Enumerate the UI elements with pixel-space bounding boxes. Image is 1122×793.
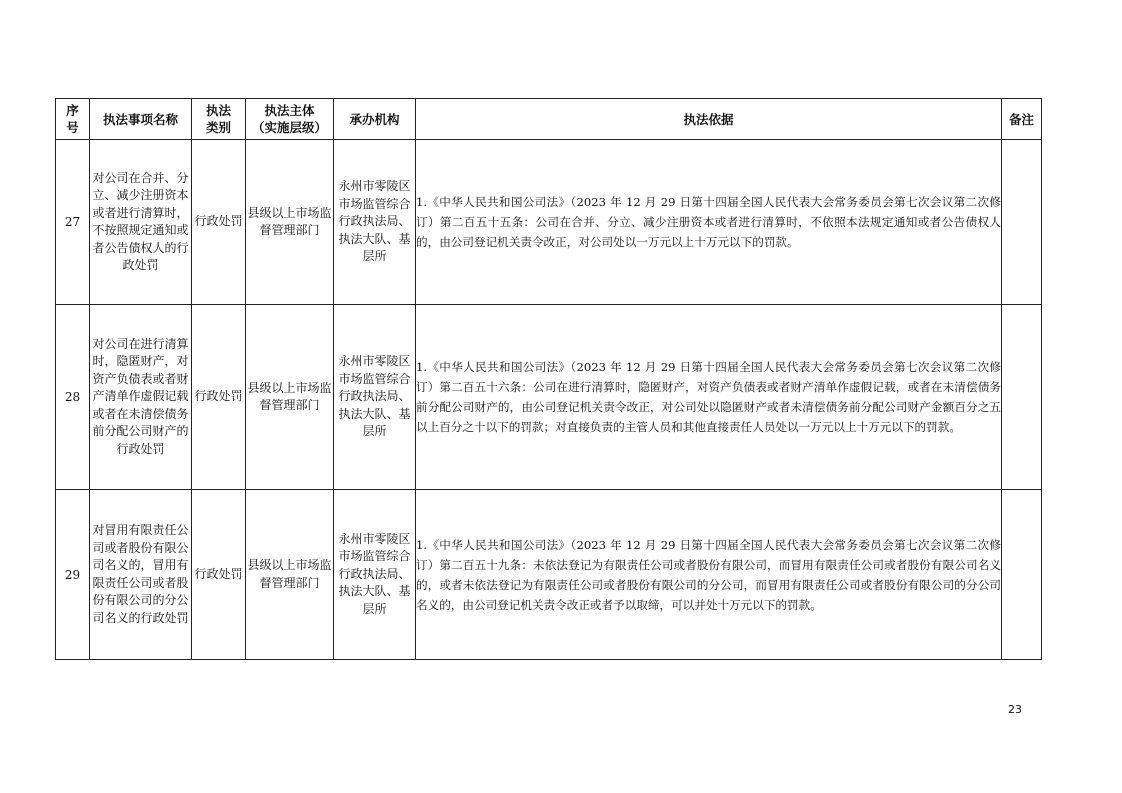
header-agency: 承办机构 [334,99,416,140]
row-seq: 28 [56,305,90,490]
header-seq-line-1: 序 [66,103,79,118]
row-seq: 29 [56,490,90,660]
row-category: 行政处罚 [192,140,246,305]
row-name: 对公司在合并、分立、减少注册资本或者进行清算时，不按照规定通知或者公告债权人的行政处罚 [90,140,192,305]
row-subject: 县级以上市场监督管理部门 [246,305,334,490]
header-category-line-1: 执法 [205,103,231,118]
row-category: 行政处罚 [192,490,246,660]
header-subject-line-1: 执法主体 [264,103,315,118]
row-basis: 1.《中华人民共和国公司法》（2023 年 12 月 29 日第十四届全国人民代表大会常务委员会第七次会议第二次修订）第二百五十九条：未依法登记为有限责任公司或者股份有限公司，而冒用有限责任公司或者股份有限公司名义的，或者未依法登记为有限责任公司或者股份有限公司的分公司，而冒用有限责任公司或者股份有限公司的分公司名义的，由公司登记机关责令改正或者予以取缔，可以并处十万元以下的罚款。 [416,490,1002,660]
row-remarks [1002,305,1042,490]
enforcement-table [55,98,1042,660]
table-row [56,140,1042,305]
row-remarks [1002,490,1042,660]
header-seq-line-2: 号 [66,120,79,135]
header-row [56,99,1042,140]
row-agency: 永州市零陵区市场监管综合行政执法局、执法大队、基层所 [334,305,416,490]
row-name: 对公司在进行清算时，隐匿财产，对资产负债表或者财产清单作虚假记载或者在未清偿债务前分配公司财产的行政处罚 [90,305,192,490]
header-name: 执法事项名称 [90,99,192,140]
page-number: 23 [1008,703,1022,716]
header-seq [56,99,90,140]
header-category [192,99,246,140]
row-subject: 县级以上市场监督管理部门 [246,490,334,660]
table-row [56,305,1042,490]
header-subject-line-2: （实施层级） [251,120,327,135]
row-basis: 1.《中华人民共和国公司法》（2023 年 12 月 29 日第十四届全国人民代表大会常务委员会第七次会议第二次修订）第二百五十六条：公司在进行清算时，隐匿财产，对资产负债表或者财产清单作虚假记载，或者在未清偿债务前分配公司财产的，由公司登记机关责令改正，对公司处以隐匿财产或者未清偿债务前分配公司财产金额百分之五以上百分之十以下的罚款；对直接负责的主管人员和其他直接责任人员处以一万元以上十万元以下的罚款。 [416,305,1002,490]
row-category: 行政处罚 [192,305,246,490]
row-seq: 27 [56,140,90,305]
row-agency: 永州市零陵区市场监管综合行政执法局、执法大队、基层所 [334,490,416,660]
row-name: 对冒用有限责任公司或者股份有限公司名义的，冒用有限责任公司或者股份有限公司的分公司名义的行政处罚 [90,490,192,660]
header-category-line-2: 类别 [205,120,231,135]
header-subject [246,99,334,140]
header-basis: 执法依据 [416,99,1002,140]
table-row [56,490,1042,660]
row-agency: 永州市零陵区市场监管综合行政执法局、执法大队、基层所 [334,140,416,305]
row-subject: 县级以上市场监督管理部门 [246,140,334,305]
header-remarks: 备注 [1002,99,1042,140]
row-basis: 1.《中华人民共和国公司法》（2023 年 12 月 29 日第十四届全国人民代表大会常务委员会第七次会议第二次修订）第二百五十五条：公司在合并、分立、减少注册资本或者进行清算时，不依照本法规定通知或者公告债权人的，由公司登记机关责令改正，对公司处以一万元以上十万元以下的罚款。 [416,140,1002,305]
row-remarks [1002,140,1042,305]
